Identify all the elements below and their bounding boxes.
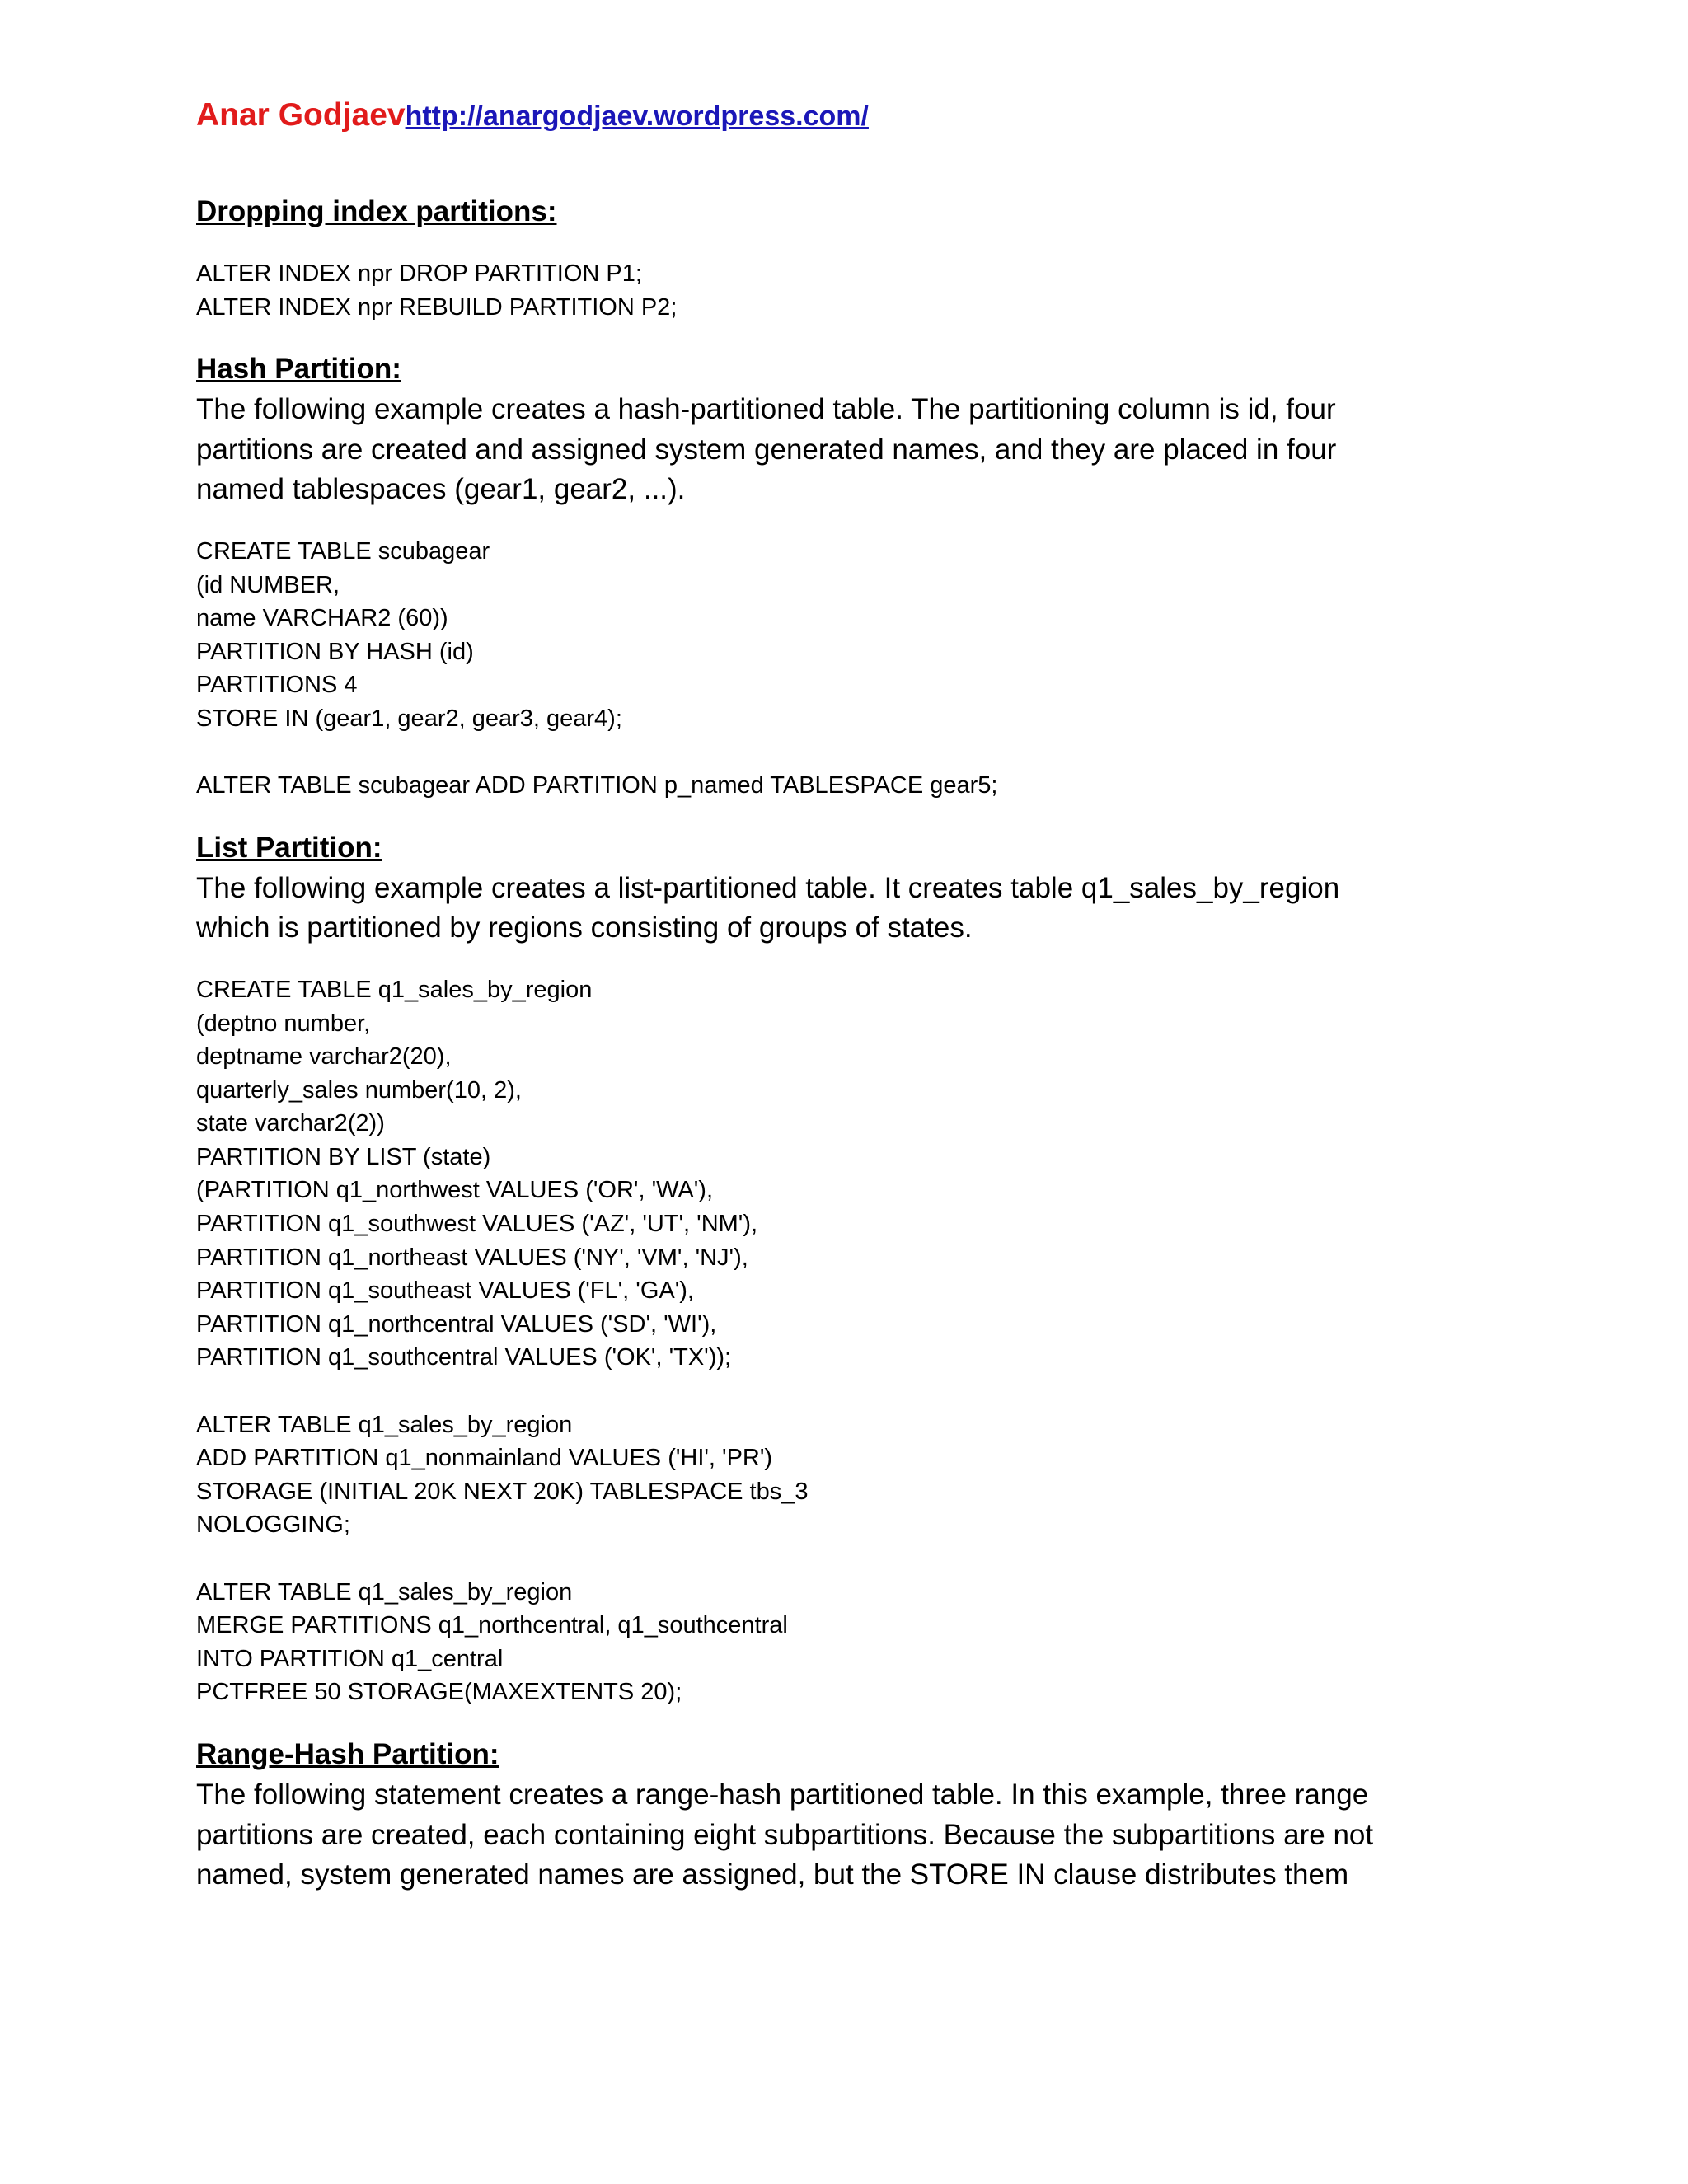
code-line: state varchar2(2)) bbox=[196, 1110, 385, 1137]
hash-heading: Hash Partition: bbox=[196, 353, 401, 386]
code-line: PARTITION BY HASH (id) bbox=[196, 638, 474, 665]
paragraph-line: named, system generated names are assigned, but the STORE IN clause distributes them bbox=[196, 1858, 1349, 1891]
code-line: (PARTITION q1_northwest VALUES ('OR', 'WA'), bbox=[196, 1177, 713, 1204]
code-line: STORE IN (gear1, gear2, gear3, gear4); bbox=[196, 705, 622, 732]
author-name: Anar Godjaev bbox=[196, 97, 406, 133]
code-line: ALTER TABLE scubagear ADD PARTITION p_named TABLESPACE gear5; bbox=[196, 772, 998, 799]
code-line: STORAGE (INITIAL 20K NEXT 20K) TABLESPACE tbs_3 bbox=[196, 1478, 809, 1505]
code-line: ADD PARTITION q1_nonmainland VALUES ('HI', 'PR') bbox=[196, 1445, 773, 1472]
code-line: PARTITION q1_southeast VALUES ('FL', 'GA'), bbox=[196, 1277, 694, 1305]
paragraph-line: The following statement creates a range-hash partitioned table. In this example, three range bbox=[196, 1778, 1369, 1811]
code-line: ALTER TABLE q1_sales_by_region bbox=[196, 1578, 573, 1605]
list-create-code bbox=[196, 973, 1515, 1709]
hash-paragraph bbox=[196, 390, 1515, 510]
code-line: PCTFREE 50 STORAGE(MAXEXTENTS 20); bbox=[196, 1679, 682, 1706]
list-paragraph bbox=[196, 869, 1515, 949]
code-line: PARTITION q1_northcentral VALUES ('SD', 'WI'), bbox=[196, 1310, 717, 1338]
code-line: CREATE TABLE scubagear bbox=[196, 537, 490, 565]
code-line: deptname varchar2(20), bbox=[196, 1043, 452, 1071]
code-line: CREATE TABLE q1_sales_by_region bbox=[196, 976, 593, 1003]
code-line: ALTER INDEX npr REBUILD PARTITION P2; bbox=[196, 293, 678, 321]
code-line: (id NUMBER, bbox=[196, 571, 340, 598]
paragraph-line: named tablespaces (gear1, gear2, ...). bbox=[196, 473, 686, 506]
code-line: PARTITION BY LIST (state) bbox=[196, 1143, 491, 1170]
code-line: name VARCHAR2 (60)) bbox=[196, 605, 448, 632]
code-line: ALTER TABLE q1_sales_by_region bbox=[196, 1411, 573, 1438]
code-line: PARTITION q1_southwest VALUES ('AZ', 'UT', 'NM'), bbox=[196, 1211, 758, 1238]
hash-create-code bbox=[196, 535, 1515, 803]
code-line: PARTITIONS 4 bbox=[196, 672, 358, 699]
paragraph-line: The following example creates a hash-partitioned table. The partitioning column is id, four bbox=[196, 393, 1336, 426]
document-page bbox=[196, 97, 1515, 1896]
code-line: PARTITION q1_northeast VALUES ('NY', 'VM', 'NJ'), bbox=[196, 1244, 748, 1271]
range-hash-paragraph bbox=[196, 1775, 1515, 1896]
code-line: (deptno number, bbox=[196, 1010, 371, 1037]
range-hash-heading: Range-Hash Partition: bbox=[196, 1737, 499, 1770]
code-line: PARTITION q1_southcentral VALUES ('OK', 'TX')); bbox=[196, 1344, 732, 1371]
paragraph-line: which is partitioned by regions consisting of groups of states. bbox=[196, 912, 973, 944]
dropping-code bbox=[196, 257, 1515, 324]
paragraph-line: partitions are created and assigned system generated names, and they are placed in four bbox=[196, 433, 1337, 466]
dropping-heading: Dropping index partitions: bbox=[196, 195, 557, 227]
blog-link[interactable]: http://anargodjaev.wordpress.com/ bbox=[405, 101, 869, 132]
code-line: NOLOGGING; bbox=[196, 1511, 350, 1539]
code-line: quarterly_sales number(10, 2), bbox=[196, 1076, 522, 1104]
document-header bbox=[196, 97, 1515, 150]
paragraph-line: The following example creates a list-partitioned table. It creates table q1_sales_by_region bbox=[196, 871, 1340, 904]
code-line: MERGE PARTITIONS q1_northcentral, q1_southcentral bbox=[196, 1612, 788, 1639]
paragraph-line: partitions are created, each containing eight subpartitions. Because the subpartitions are not bbox=[196, 1818, 1374, 1851]
code-line: INTO PARTITION q1_central bbox=[196, 1645, 504, 1672]
code-line: ALTER INDEX npr DROP PARTITION P1; bbox=[196, 260, 642, 287]
list-heading: List Partition: bbox=[196, 831, 382, 864]
